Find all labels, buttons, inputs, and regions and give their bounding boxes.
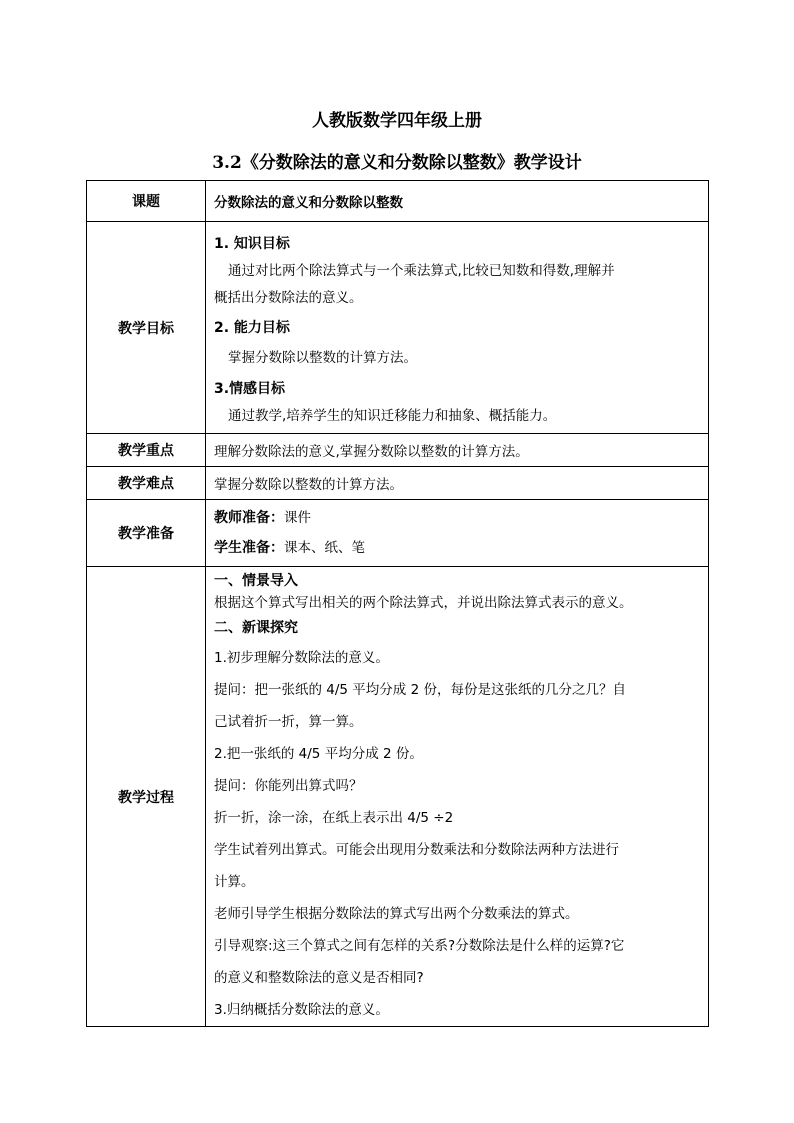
process-line: 计算。 <box>214 874 255 890</box>
topic-value: 分数除法的意义和分数除以整数 <box>206 181 709 222</box>
process-line: 己试着折一折，算一算。 <box>214 714 363 730</box>
process-line: 二、新课探究 <box>214 620 298 636</box>
process-line: 老师引导学生根据分数除法的算式写出两个分数乘法的算式。 <box>214 906 579 922</box>
knowledge-text-2: 概括出分数除法的意义。 <box>214 290 363 306</box>
lesson-plan-table <box>86 180 709 1027</box>
process-line: 折一折，涂一涂，在纸上表示出 4/5 ÷2 <box>214 810 454 826</box>
emotion-text: 通过教学,培养学生的知识迁移能力和抽象、概括能力。 <box>228 408 557 424</box>
process-line: 的意义和整数除法的意义是否相同? <box>214 970 424 986</box>
process-content <box>206 567 709 1027</box>
process-line: 3.归纳概括分数除法的意义。 <box>214 1002 389 1018</box>
key-points-row <box>87 434 709 467</box>
ability-text: 掌握分数除以整数的计算方法。 <box>228 350 417 366</box>
knowledge-heading: 1. 知识目标 <box>214 236 290 252</box>
process-line: 学生试着列出算式。可能会出现用分数乘法和分数除法两种方法进行 <box>214 842 619 858</box>
preparation-content <box>206 500 709 567</box>
document-subtitle: 3.2《分数除法的意义和分数除以整数》教学设计 <box>212 153 582 173</box>
process-line: 2.把一张纸的 4/5 平均分成 2 份。 <box>214 746 423 762</box>
process-row <box>87 567 709 1027</box>
objectives-row <box>87 222 709 434</box>
knowledge-text-1: 通过对比两个除法算式与一个乘法算式,比较已知数和得数,理解并 <box>228 263 615 279</box>
process-line: 提问：把一张纸的 4/5 平均分成 2 份，每份是这张纸的几分之几？自 <box>214 682 626 698</box>
key-points-value: 理解分数除法的意义,掌握分数除以整数的计算方法。 <box>206 434 709 467</box>
ability-heading: 2. 能力目标 <box>214 320 290 336</box>
student-preparation-label: 学生准备： <box>214 540 284 556</box>
process-line: 提问：你能列出算式吗？ <box>214 778 363 794</box>
process-label: 教学过程 <box>87 567 206 1027</box>
teacher-preparation-value: 课件 <box>284 510 311 526</box>
difficulties-row <box>87 467 709 500</box>
topic-label: 课题 <box>87 181 206 222</box>
student-preparation-value: 课本、纸、笔 <box>284 540 365 556</box>
key-points-label: 教学重点 <box>87 434 206 467</box>
preparation-label: 教学准备 <box>87 500 206 567</box>
objectives-label: 教学目标 <box>87 222 206 434</box>
preparation-row <box>87 500 709 567</box>
topic-row <box>87 181 709 222</box>
process-line: 一、情景导入 <box>214 573 298 589</box>
difficulties-value: 掌握分数除以整数的计算方法。 <box>206 467 709 500</box>
difficulties-label: 教学难点 <box>87 467 206 500</box>
student-preparation <box>214 533 702 563</box>
teacher-preparation-label: 教师准备： <box>214 510 284 526</box>
process-line: 1.初步理解分数除法的意义。 <box>214 650 389 666</box>
emotion-heading: 3.情感目标 <box>214 381 286 397</box>
process-line: 引导观察:这三个算式之间有怎样的关系?分数除法是什么样的运算?它 <box>214 938 625 954</box>
process-line: 根据这个算式写出相关的两个除法算式，并说出除法算式表示的意义。 <box>214 595 633 611</box>
objectives-content <box>206 222 709 434</box>
teacher-preparation <box>214 503 702 533</box>
document-title: 人教版数学四年级上册 <box>312 111 482 131</box>
